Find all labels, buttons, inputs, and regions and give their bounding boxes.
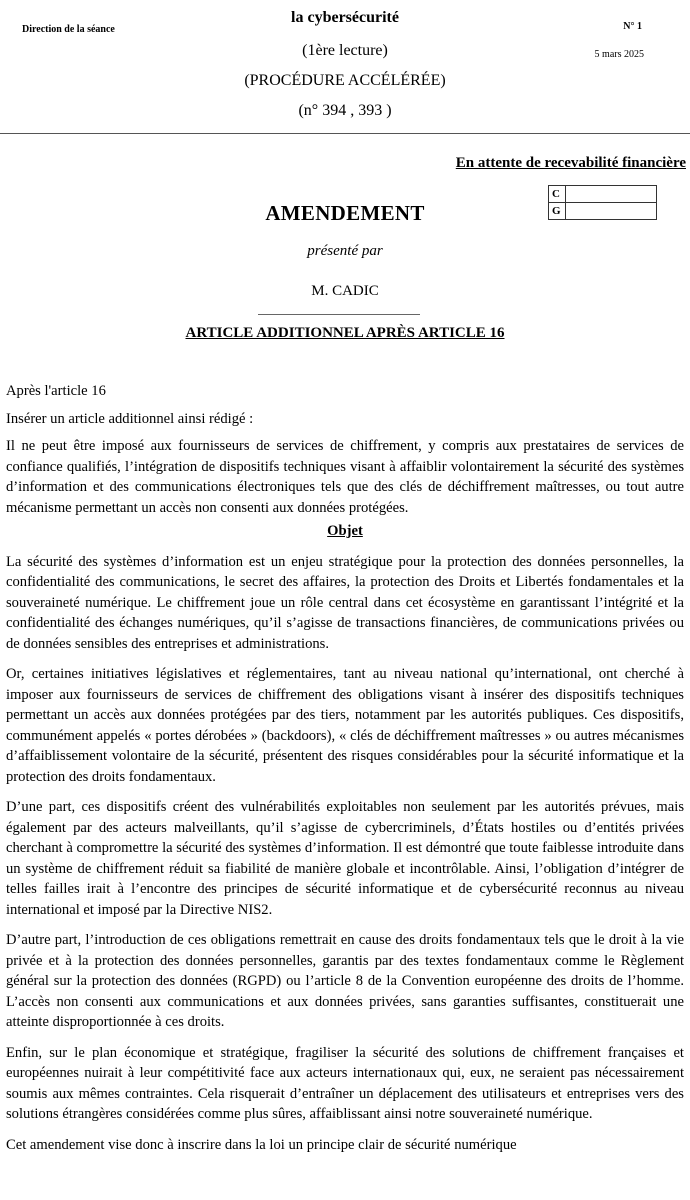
objet-paragraph: D’une part, ces dispositifs créent des vulnérabilités exploitables non seulement par les autorités prévues, mais également par des acteurs malveillants, qu’il s’agisse de cybercriminels, d’États hostiles ou d’entités privées cherchant à compromettre la sécurité des systèmes d’information. Il est démontré que toute faiblesse introduite dans un système de chiffrement réduit sa fiabilité de manière globale et incontrôlable. Ainsi, l’obligation d’intégrer de telles failles irait à l’encontre des principes de sécurité informatique et de cybersécurité reconnus au niveau international et imposé par la Directive NIS2. [6, 799, 684, 918]
objet-paragraph: Cet amendement vise donc à inscrire dans la loi un principe clair de sécurité numérique [6, 1136, 517, 1153]
objet-paragraph: La sécurité des systèmes d’information est un enjeu stratégique pour la protection des données personnelles, la confidentialité des communications, le secret des affaires, la protection des Droits et Libertés fondamentales et la souveraineté numérique. Le chiffrement joue un rôle central dans cet écosystème en garantissant l’intégrité et la confidentialité des échanges numériques, qu’il s’agisse de transactions financières, de communications privées ou de données sensibles des entreprises et administrations. [6, 553, 684, 652]
status-box-label: C [549, 186, 566, 203]
objet-paragraph: Enfin, sur le plan économique et stratégique, fragiliser la sécurité des solutions de chiffrement françaises et européennes nuirait à leur compétitivité face aux acteurs internationaux qui, eux, ne seraient pas nécessairement soumis aux mêmes contraintes. Cela risquerait d’entraîner un déplacement des utilisateurs et entreprises vers des solutions étrangères considérées comme plus sûres, affaiblissant ainsi notre souveraineté numérique. [6, 1044, 684, 1122]
presented-by: présenté par [307, 243, 383, 259]
procedure-label: (PROCÉDURE ACCÉLÉRÉE) [244, 72, 446, 89]
author-divider [258, 314, 420, 315]
dispositif-insert: Insérer un article additionnel ainsi rédigé : [6, 410, 254, 427]
amendment-body [6, 381, 684, 1155]
direction-label: Direction de la séance [22, 24, 115, 35]
bill-numbers: (n° 394 , 393 ) [298, 102, 392, 119]
recevabilite-status: En attente de recevabilité financière [455, 155, 686, 171]
objet-paragraph: Or, certaines initiatives législatives et réglementaires, tant au niveau national qu’international, ont cherché à imposer aux fournisseurs de services de chiffrement des obligations visant à insérer des dispositifs techniques permettant un accès aux données protégées par des tiers, notamment par les autorités publiques. Ces dispositifs, communément appelés « portes dérobées » (backdoors), « clés de déchiffrement maîtresses » ou autres mécanismes d’affaiblissement volontaire de la sécurité, présentent des risques considérables pour la sécurité informatique et la protection des droits fondamentaux. [6, 666, 684, 785]
status-box-row [549, 186, 657, 203]
amendment-date: 5 mars 2025 [594, 49, 644, 60]
dispositif-after: Après l'article 16 [6, 383, 106, 399]
objet-heading: Objet [327, 523, 363, 539]
amendment-number: N° 1 [623, 21, 642, 32]
header-divider [0, 133, 690, 134]
amendment-title: AMENDEMENT [265, 201, 425, 225]
objet-paragraph: D’autre part, l’introduction de ces obligations remettrait en cause des droits fondamentaux tels que le droit à la vie privée et à la protection des données personnelles, garantis par des textes fondamentaux comme le Règlement général sur la protection des données (RGPD) ou l’article 8 de la Convention européenne des droits de l’homme. L’accès non consenti aux communications et aux données privées, sans garanties suffisantes, constituerait une atteinte disproportionnée à ces droits. [6, 932, 684, 1030]
article-heading: ARTICLE ADDITIONNEL APRÈS ARTICLE 16 [185, 325, 505, 341]
bill-title: la cybersécurité [291, 9, 399, 26]
author-name: M. CADIC [311, 283, 379, 299]
status-box-field [566, 186, 657, 203]
dispositif-text: Il ne peut être imposé aux fournisseurs de services de chiffrement, y compris aux prestataires de services de confiance qualifiés, l’intégration de dispositifs techniques visant à affaiblir volontairement la sécurité des systèmes d’information et des communications électroniques tels que des clés de déchiffrement maîtresses, ou tout autre mécanisme permettant un accès non consenti aux données protégées. [6, 438, 684, 516]
status-box-label: G [549, 203, 566, 220]
reading-label: (1ère lecture) [302, 42, 388, 59]
